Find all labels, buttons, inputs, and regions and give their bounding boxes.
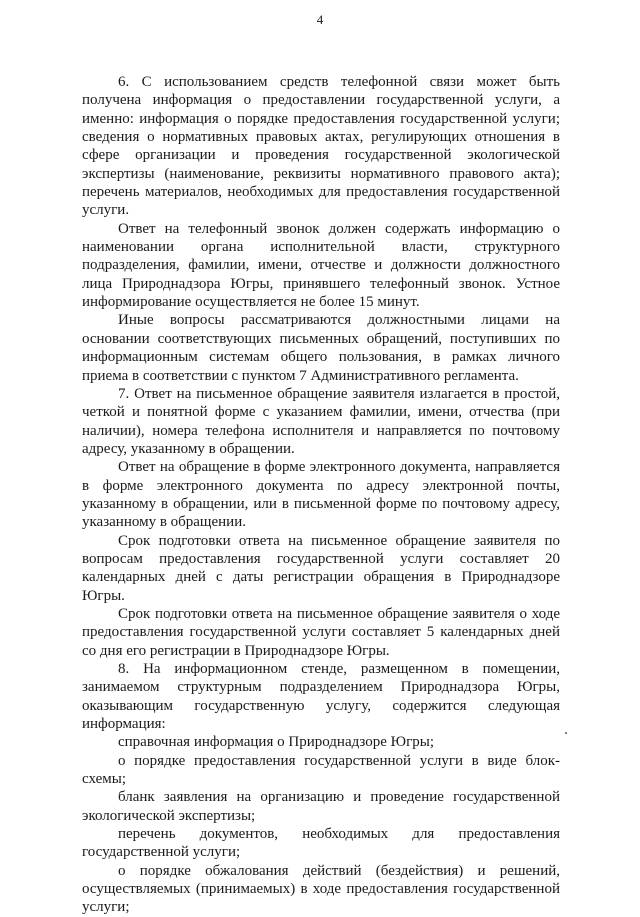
paragraph-other-questions: Иные вопросы рассматриваются должностными лицами на основании соответствующих письменных обращений, поступивших по информационным системам общего пользования, в рамках личного приема в соответствии с пунктом 7 Административного регламента. xyxy=(82,312,560,384)
list-item-documents-list: перечень документов, необходимых для предоставления государственной услуги; xyxy=(82,826,560,861)
paragraph-item-8-info-stand: 8. На информационном стенде, размещенном в помещении, занимаемом структурным подразделением Природнадзора Югры, оказывающим государственную услугу, содержится следующая информация: xyxy=(82,661,560,733)
list-item-flowchart: о порядке предоставления государственной услуги в виде блок-схемы; xyxy=(82,752,560,788)
paragraph-phone-answer: Ответ на телефонный звонок должен содержать информацию о наименовании органа исполнительной власти, структурного подразделения, фамилии, имени, отчестве и должности должностного лица Природнадзора Югры, принявшего телефонный звонок. Устное информирование осуществляется не более 15 минут. xyxy=(82,220,560,311)
paragraph-item-7-written-answer: 7. Ответ на письменное обращение заявителя излагается в простой, четкой и понятной форме с указанием фамилии, имени, отчества (при наличии), номера телефона исполнителя и направляется по почтовому адресу, указанному в обращении. xyxy=(82,385,560,457)
list-item-application-form: бланк заявления на организацию и проведение государственной экологической экспертизы; xyxy=(82,789,560,824)
paragraph-item-6-phone-info: 6. С использованием средств телефонной связи может быть получена информация о предоставлении государственной услуги, а именно: информация о порядке предоставления государственной услуги; сведения о нормативных правовых актах, регулирующих отношения в сфере организации и проведения государственной экологической экспертизы (наименование, реквизиты нормативного правового акта); перечень материалов, необходимых для предоставления государственной услуги. xyxy=(82,74,560,219)
scan-speck xyxy=(565,732,567,734)
page-number: 4 xyxy=(316,12,324,27)
paragraph-answer-deadline-20-days: Срок подготовки ответа на письменное обращение заявителя по вопросам предоставления государственной услуги составляет 20 календарных дней с даты регистрации обращения в Природнадзоре Югры. xyxy=(82,532,560,604)
document-body xyxy=(82,73,560,917)
paragraph-electronic-answer: Ответ на обращение в форме электронного документа, направляется в форме электронного документа по адресу электронной почты, указанному в обращении, или в письменной форме по почтовому адресу, указанному в обращении. xyxy=(82,459,560,531)
list-item-appeal-procedure: о порядке обжалования действий (бездействия) и решений, осуществляемых (принимаемых) в ходе предоставления государственной услуги; xyxy=(82,862,560,916)
paragraph-answer-deadline-5-days: Срок подготовки ответа на письменное обращение заявителя о ходе предоставления государственной услуги составляет 5 календарных дней со дня его регистрации в Природнадзоре Югры. xyxy=(82,605,560,659)
list-item-reference-info: справочная информация о Природнадзоре Югры; xyxy=(118,734,434,751)
